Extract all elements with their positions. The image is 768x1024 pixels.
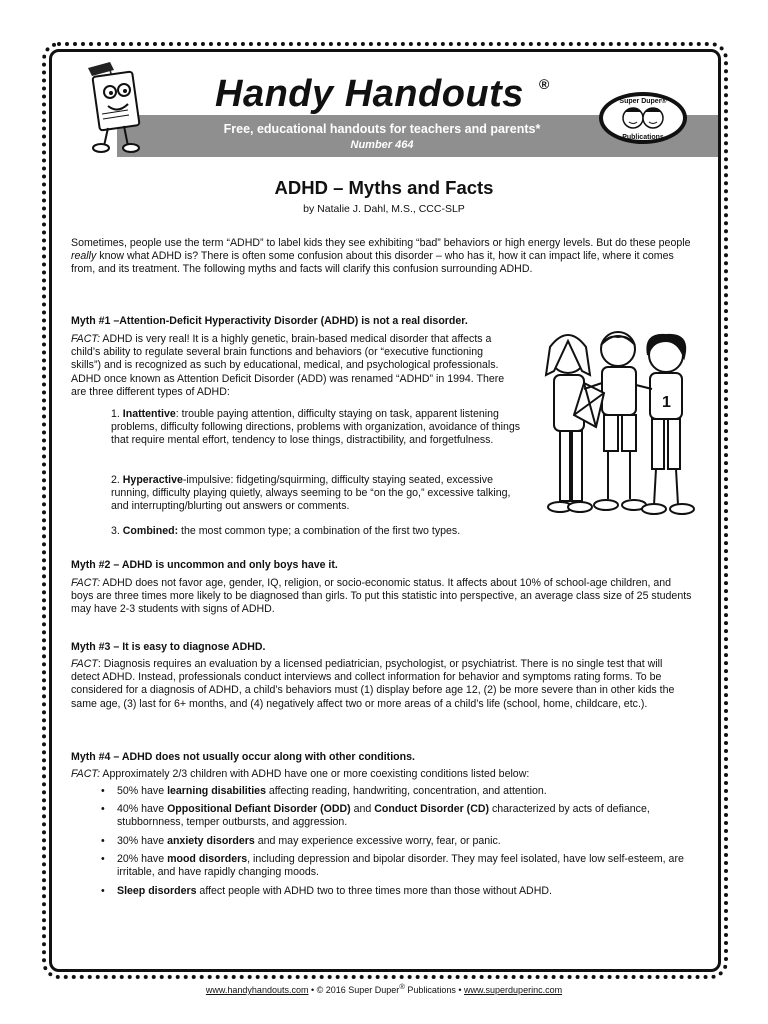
myth3-fact: FACT: Diagnosis requires an evaluation by a licensed pediatrician, psychologist, or psychiatrist. There is no single test that will detect ADHD. Instead, professionals conduct interviews and collect information for behavior and symptoms rating forms. To be considered for a diagnosis of ADHD, a child’s behaviors must (1) display before age 12, (2) be more severe than in other kids the same age, (3) last for 6+ months, and (4) negatively affect two or more areas of a child’s life (school, home, childcare, etc.). xyxy=(71,658,675,710)
page-footer: www.handyhandouts.com • © 2016 Super Duper® Publications • www.superduperinc.com xyxy=(205,982,563,995)
myth4-fact: FACT: Approximately 2/3 children with ADHD have one or more coexisting conditions listed below: xyxy=(71,768,530,780)
myth2-fact: FACT: ADHD does not favor age, gender, IQ, religion, or socio-economic status. It affects about 10% of school-age children, and boys are three times more likely to be diagnosed than girls. To put this statistic into perspective, an average class size of 25 students may have 2-3 students with signs of ADHD. xyxy=(71,577,692,616)
logo-bottom-text: Publications xyxy=(622,134,664,141)
handout-mascot-icon xyxy=(80,62,150,154)
superduperinc-link[interactable]: www.superduperinc.com xyxy=(464,985,563,995)
adhd-type-2: 2. Hyperactive-impulsive: fidgeting/squirming, difficulty staying seated, excessive running, difficulty playing quietly, always seeming to be “on the go,” excessive talking, and interrupting/blurting out answers or comments. xyxy=(111,474,511,513)
svg-text:1: 1 xyxy=(662,394,671,411)
myth2-heading: Myth #2 – ADHD is uncommon and only boys have it. xyxy=(71,559,338,571)
document-author: by Natalie J. Dahl, M.S., CCC-SLP xyxy=(303,203,465,215)
super-duper-logo xyxy=(597,90,689,146)
bullet-icon: • xyxy=(101,803,105,815)
brand-subtitle: Free, educational handouts for teachers and parents* xyxy=(223,122,541,136)
bullet-icon: • xyxy=(101,835,105,847)
comorbidity-item-5: Sleep disorders affect people with ADHD two to three times more than those without ADHD. xyxy=(117,885,552,897)
intro-emphasis: really xyxy=(71,250,97,263)
brand-registered-mark: ® xyxy=(539,76,550,92)
bullet-icon: • xyxy=(101,853,105,865)
handyhandouts-link[interactable]: www.handyhandouts.com xyxy=(205,985,309,995)
bullet-icon: • xyxy=(101,785,105,797)
adhd-type-1: 1. Inattentive: trouble paying attention, difficulty staying on task, apparent listening problems, difficulty following directions, problems with organization, avoidance of things that require mental effort, tendency to lose things, distractibility, and forgetfulness. xyxy=(111,408,521,447)
myth1-heading: Myth #1 –Attention-Deficit Hyperactivity Disorder (ADHD) is not a real disorder. xyxy=(71,315,468,327)
myth3-heading: Myth #3 – It is easy to diagnose ADHD. xyxy=(71,641,266,653)
children-illustration xyxy=(538,327,700,527)
myth1-fact: FACT: ADHD is very real! It is a highly genetic, brain-based medical disorder that affects a child’s ability to regulate several brain functions and behaviors (or “executive functioning skills”) and is recognized as such by educational, medical, and psychological professionals. ADHD once known as Attention Deficit Disorder (ADD) was renamed “ADHD” in 1994. There are three different types of ADHD: xyxy=(71,333,505,398)
comorbidity-item-1: 50% have learning disabilities affecting reading, handwriting, concentration, and attention. xyxy=(117,785,547,797)
handout-number: Number 464 xyxy=(350,139,414,151)
intro-paragraph: Sometimes, people use the term “ADHD” to label kids they see exhibiting “bad” behaviors or high energy levels. But do these people really know what ADHD is? There is often some confusion about this disorder – who has it, how it can impact life, where it comes from, and its treatment. The following myths and facts will clarify this confusion surrounding ADHD. xyxy=(71,237,691,276)
myth4-heading: Myth #4 – ADHD does not usually occur along with other conditions. xyxy=(71,751,415,763)
brand-title: Handy Handouts xyxy=(215,73,524,115)
comorbidity-item-3: 30% have anxiety disorders and may experience excessive worry, fear, or panic. xyxy=(117,835,501,847)
adhd-type-3: 3. Combined: the most common type; a combination of the first two types. xyxy=(111,525,461,537)
comorbidity-item-4: 20% have mood disorders, including depression and bipolar disorder. They may feel isolated, have low self-esteem, are irritable, and have rapidly changing moods. xyxy=(117,853,684,879)
bullet-icon: • xyxy=(101,885,105,897)
document-title: ADHD – Myths and Facts xyxy=(274,177,494,198)
comorbidity-item-2: 40% have Oppositional Defiant Disorder (ODD) and Conduct Disorder (CD) characterized by acts of defiance, stubbornness, temper outbursts, and aggression. xyxy=(117,803,650,829)
logo-top-text: Super Duper® xyxy=(619,98,667,105)
